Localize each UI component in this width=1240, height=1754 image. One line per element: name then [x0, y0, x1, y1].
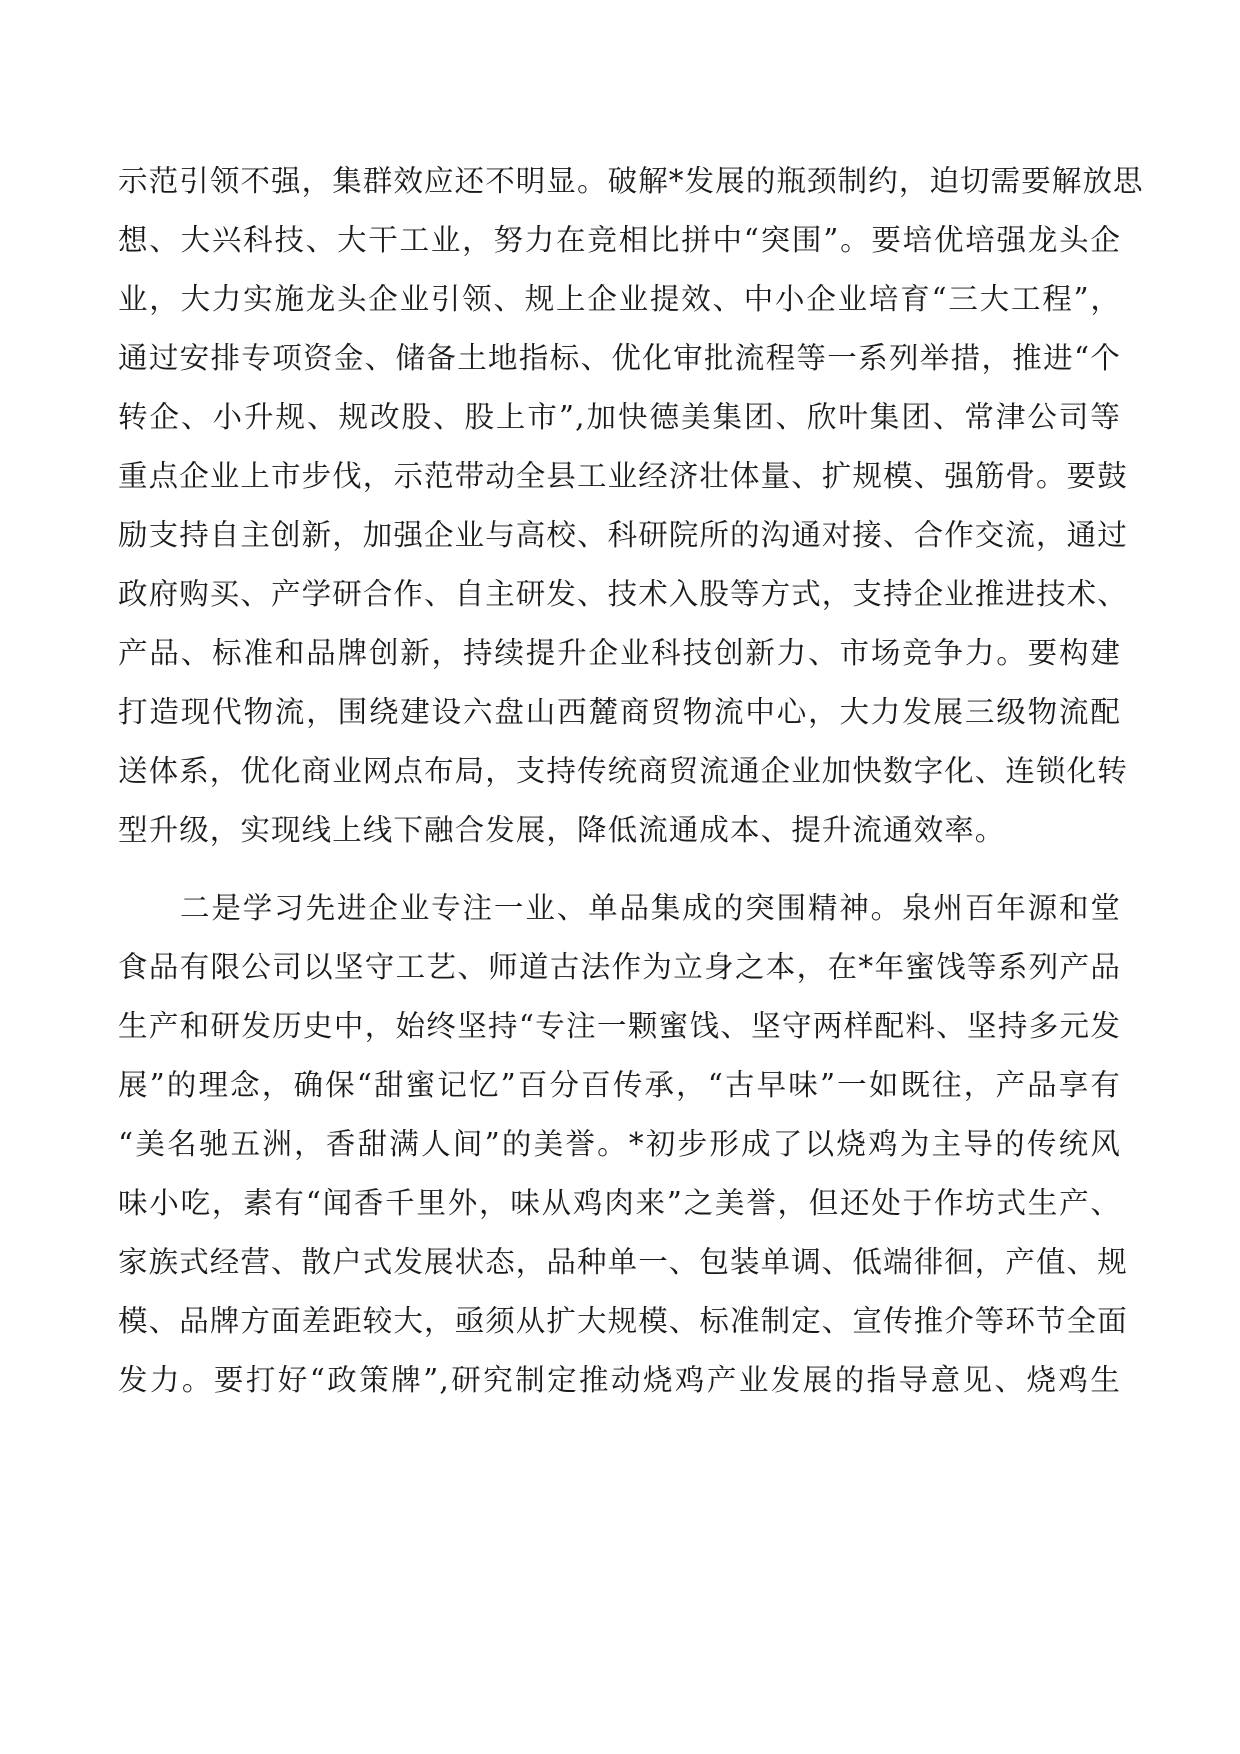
paragraph-1 — [118, 152, 1144, 860]
text-line: 模、品牌方面差距较大，亟须从扩大规模、标准制定、宣传推介等环节全面 — [118, 1304, 1128, 1338]
text-line: 展”的理念，确保“甜蜜记忆”百分百传承，“古早味”一如既往，产品享有 — [118, 1068, 1121, 1102]
paragraph-2 — [118, 879, 1128, 1410]
text-line: 想、大兴科技、大干工业，努力在竞相比拼中“突围”。要培优培强龙头企 — [118, 223, 1121, 257]
text-line: 发力。要打好“政策牌”,研究制定推动烧鸡产业发展的指导意见、烧鸡生 — [118, 1363, 1121, 1397]
text-line: 送体系，优化商业网点布局，支持传统商贸流通企业加快数字化、连锁化转 — [118, 754, 1128, 788]
text-line: 食品有限公司以坚守工艺、师道古法作为立身之本，在*年蜜饯等系列产品 — [118, 950, 1121, 984]
text-line: 励支持自主创新，加强企业与高校、科研院所的沟通对接、合作交流，通过 — [118, 518, 1128, 552]
text-line: 转企、小升规、规改股、股上市”,加快德美集团、欣叶集团、常津公司等 — [118, 400, 1121, 434]
text-line: 产品、标准和品牌创新，持续提升企业科技创新力、市场竞争力。要构建 — [118, 636, 1121, 670]
text-line: “美名驰五洲，香甜满人间”的美誉。*初步形成了以烧鸡为主导的传统风 — [118, 1127, 1121, 1161]
text-line: 味小吃，素有“闻香千里外，味从鸡肉来”之美誉，但还处于作坊式生产、 — [118, 1186, 1121, 1220]
text-line: 家族式经营、散户式发展状态，品种单一、包装单调、低端徘徊，产值、规 — [118, 1245, 1128, 1279]
text-line-indented: 二是学习先进企业专注一业、单品集成的突围精神。泉州百年源和堂 — [180, 891, 1121, 925]
body-text — [118, 152, 1144, 1410]
text-line: 型升级，实现线上线下融合发展，降低流通成本、提升流通效率。 — [118, 813, 1006, 847]
text-line: 重点企业上市步伐，示范带动全县工业经济壮体量、扩规模、强筋骨。要鼓 — [118, 459, 1128, 493]
text-line: 政府购买、产学研合作、自主研发、技术入股等方式，支持企业推进技术、 — [118, 577, 1128, 611]
text-line: 生产和研发历史中，始终坚持“专注一颗蜜饯、坚守两样配料、坚持多元发 — [118, 1009, 1121, 1043]
text-line: 打造现代物流，围绕建设六盘山西麓商贸物流中心，大力发展三级物流配 — [118, 695, 1121, 729]
text-line: 通过安排专项资金、储备土地指标、优化审批流程等一系列举措，推进“个 — [118, 341, 1121, 375]
text-line: 示范引领不强，集群效应还不明显。破解*发展的瓶颈制约，迫切需要解放思 — [118, 164, 1144, 198]
paragraph-spacing — [118, 860, 1121, 879]
text-line: 业，大力实施龙头企业引领、规上企业提效、中小企业培育“三大工程”， — [118, 282, 1121, 316]
